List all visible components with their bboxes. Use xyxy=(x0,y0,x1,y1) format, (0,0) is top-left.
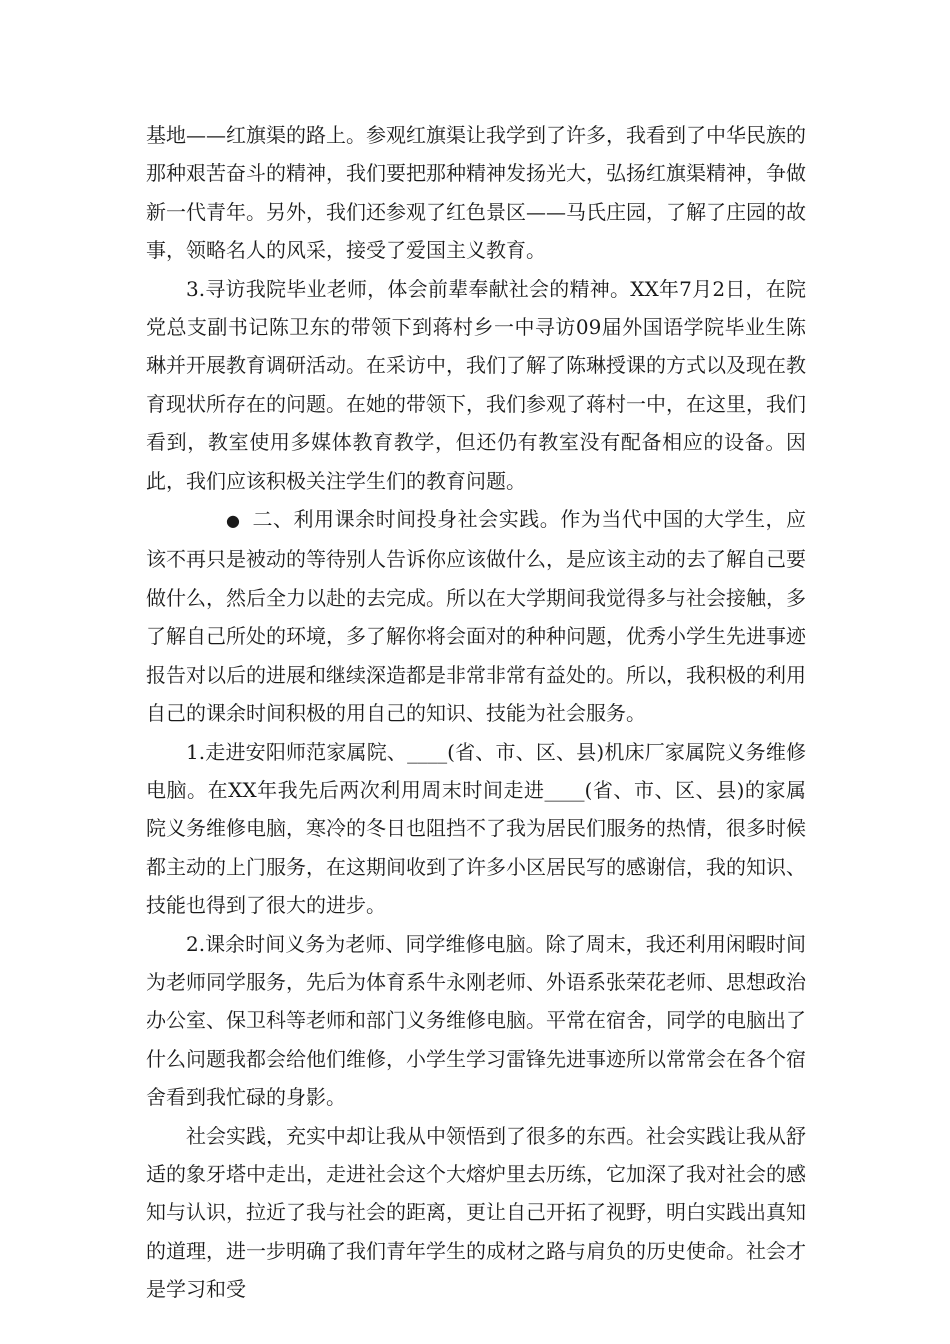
paragraph-repair-campus: 2.课余时间义务为老师、同学维修电脑。除了周末，我还利用闲暇时间为老师同学服务，先后为体育系牛永刚老师、外语系张荣花老师、思想政治办公室、保卫科等老师和部门义务维修电脑。平常在宿舍，同学的电脑出了什么问题我都会给他们维修，小学生学习雷锋先进事迹所以常常会在各个宿舍看到我忙碌的身影。 xyxy=(146,931,806,1110)
paragraph-hongqiqu-visit: 基地——红旗渠的路上。参观红旗渠让我学到了许多，我看到了中华民族的那种艰苦奋斗的精神，我们要把那种精神发扬光大，弘扬红旗渠精神，争做新一代青年。另外，我们还参观了红色景区——马氏庄园，了解了庄园的故事，领略名人的风采，接受了爱国主义教育。 xyxy=(146,123,806,263)
paragraph-teacher-visit: 3.寻访我院毕业老师，体会前辈奉献社会的精神。XX年7月2日，在院党总支副书记陈卫东的带领下到蒋村乡一中寻访09届外国语学院毕业生陈琳并开展教育调研活动。在采访中，我们了解了陈琳授课的方式以及现在教育现状所存在的问题。在她的带领下，我们参观了蒋村一中，在这里，我们看到，教室使用多媒体教育教学，但还仍有教室没有配备相应的设备。因此，我们应该积极关注学生们的教育问题。 xyxy=(146,276,806,493)
paragraph-social-practice xyxy=(146,500,806,732)
paragraph-conclusion: 社会实践，充实中却让我从中领悟到了很多的东西。社会实践让我从舒适的象牙塔中走出，走进社会这个大熔炉里去历练，它加深了我对社会的感知与认识，拉近了我与社会的距离，更让自己开拓了视野，明白实践出真知的道理，进一步明确了我们青年学生的成材之路与肩负的历史使命。社会才是学习和受 xyxy=(146,1123,806,1302)
document-page xyxy=(146,116,806,1309)
paragraph-social-practice-text: 二、利用课余时间投身社会实践。作为当代中国的大学生，应该不再只是被动的等待别人告诉你应该做什么，是应该主动的去了解自己要做什么，然后全力以赴的去完成。所以在大学期间我觉得多与社会接触，多了解自己所处的环境，多了解你将会面对的种种问题，优秀小学生先进事迹报告对以后的进展和继续深造都是非常非常有益处的。所以，我积极的利用自己的课余时间积极的用自己的知识、技能为社会服务。 xyxy=(146,507,806,726)
bullet-icon: ● xyxy=(226,511,240,531)
paragraph-repair-community: 1.走进安阳师范家属院、____(省、市、区、县)机床厂家属院义务维修电脑。在XX年我先后两次利用周末时间走进____(省、市、区、县)的家属院义务维修电脑，寒冷的冬日也阻挡不了我为居民们服务的热情，很多时候都主动的上门服务，在这期间收到了许多小区居民写的感谢信，我的知识、技能也得到了很大的进步。 xyxy=(146,739,806,918)
